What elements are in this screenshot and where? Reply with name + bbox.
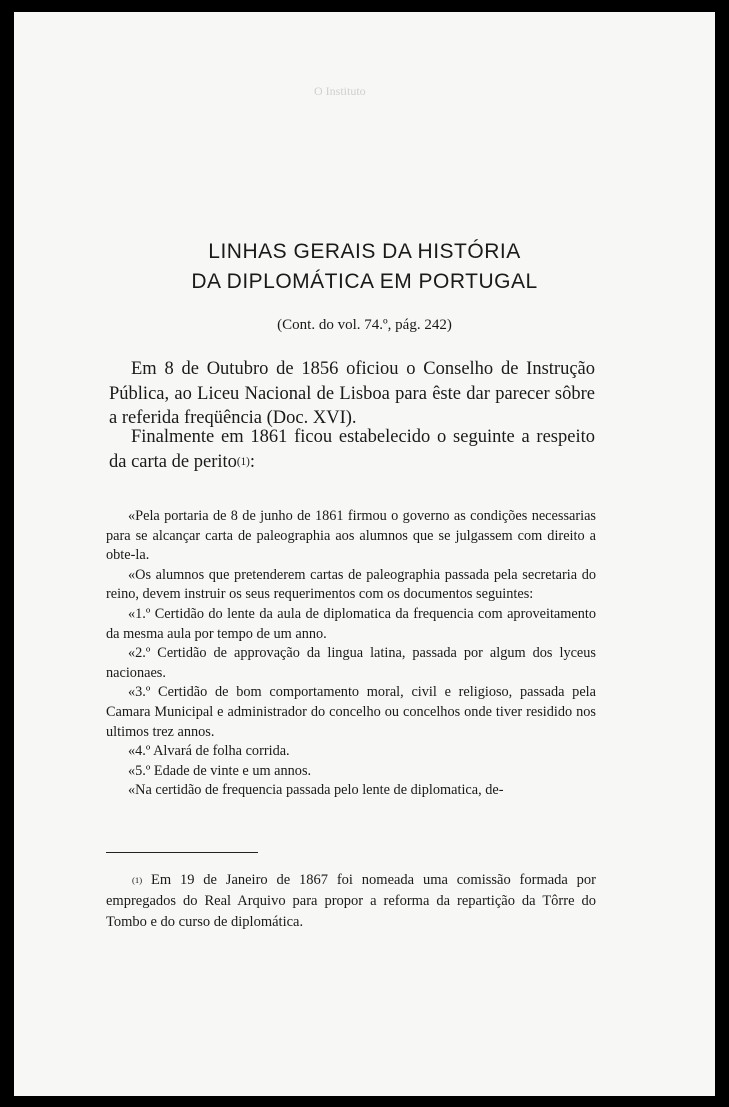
footnote-reference: (1) xyxy=(236,455,250,468)
continuation-note: (Cont. do vol. 74.º, pág. 242) xyxy=(277,317,452,333)
paragraph-1: Em 8 de Outubro de 1856 oficiou o Conselho de Instrução Pública, ao Liceu Nacional de Lisboa para êste dar parecer sôbre a referida freqüência (Doc. XVI). xyxy=(109,359,595,428)
quote-paragraph: «4.º Alvará de folha corrida. xyxy=(128,743,290,760)
quote-paragraph: «3.º Certidão de bom comportamento moral, civil e religioso, passada pela Camara Municipal e administrador do concelho ou concelhos onde tiver residido nos ultimos trez annos. xyxy=(106,684,596,740)
footnote-text: Em 19 de Janeiro de 1867 foi nomeada uma comissão formada por empregados do Real Arquivo para propor a reforma da repartição da Tôrre do Tombo e do curso de diplomática. xyxy=(106,872,597,930)
footnote-mark: (1) xyxy=(132,875,143,885)
footnote-divider xyxy=(106,852,258,853)
quote-paragraph: «Na certidão de frequencia passada pelo lente de diplomatica, de- xyxy=(128,782,504,799)
paragraph-2 xyxy=(109,425,595,474)
quoted-decree xyxy=(106,507,596,801)
quote-paragraph: «5.º Edade de vinte e um annos. xyxy=(128,762,312,779)
paragraph-2-text: Finalmente em 1861 ficou estabelecido o seguinte a respeito da carta de perito xyxy=(109,427,595,472)
title-line-1: LINHAS GERAIS DA HISTÓRIA xyxy=(208,240,521,263)
quote-paragraph: «Os alumnos que pretenderem cartas de paleographia passada pela secretaria do reino, devem instruir os seus requerimentos com os documentos seguintes: xyxy=(106,566,596,603)
quote-paragraph: «2.º Certidão de approvação da lingua latina, passada por algum dos lyceus nacionaes. xyxy=(106,645,596,681)
document-page xyxy=(14,12,715,1096)
faint-header: O Instituto xyxy=(314,84,366,98)
quote-paragraph: «Pela portaria de 8 de junho de 1861 firmou o governo as condições necessarias para se alcançar carta de paleographia aos alumnos que se julgassem com direito a obte-la. xyxy=(106,508,596,564)
footnote xyxy=(106,870,596,933)
paragraph-2-end: : xyxy=(249,451,255,472)
title-line-2: DA DIPLOMÁTICA EM PORTUGAL xyxy=(191,270,538,293)
quote-paragraph: «1.º Certidão do lente da aula de diplomatica da frequencia com aproveitamento da mesma aula por tempo de um anno. xyxy=(106,605,596,642)
